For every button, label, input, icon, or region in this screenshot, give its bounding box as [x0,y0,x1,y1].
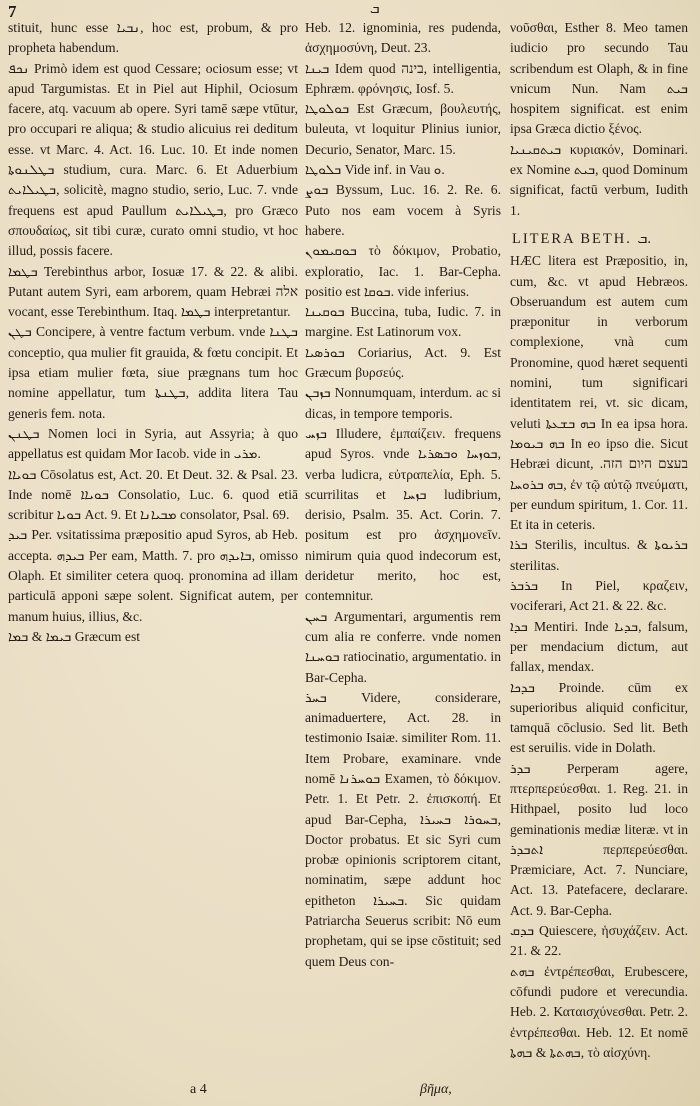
entry: ܒܗܬ ἐντρέπεσθαι, Erubescere, cōfundi pudore et verecundia. Heb. 2. Καταισχύνεσθαι. Petr. 2. ἐντρέπεσθαι. Heb. 12. Et nomē ܒܗܬܬܐ & ܒܗܬܐ, τὸ αἰσχύνη. [510,963,688,1060]
entry: ܒܝܡܐ & ܒܡܐ Græcum est [8,628,141,644]
entry: ܒܛܡܐ Terebinthus arbor, Iosuæ 17. & 22. & alibi. Putant autem Syri, eam arborem, quam Hebræi אלה vocant, esse Terebinthum. Itaq. ܒܛܡܐ interpretantur. [8,263,298,320]
entry: ܒܚܢ Argumentari, argumentis rem cum alia re conferre. vnde nomen ܒܘܚܢܐ ratiocinatio, argumentatio. in Bar-Cepha. [305,608,501,685]
entry: Heb. 12. ignominia, res pudenda, ἀσχημοσύνη, Deut. 23. [305,20,501,56]
page-number: 7 [8,2,17,21]
entry: ܒܝܢܐ Idem quod בינה, intelligentia, Ephræm. φρόνησις, Iosf. 5. [305,60,501,96]
entry: ܒܛܢ Concipere, à ventre factum verbum. vnde ܒܛܢܐ conceptio, qua mulier fit grauida, & fœtu concipit. Et ipsa etiam mulier fœta, siue prægnans tum hoc nomine appellatur, tum ܒܛܢܬܐ, addita litera Tau generis fem. nota. [8,324,298,421]
entry: HÆC litera est Præpositio, in, cum, &c. vt apud Hebræos. Obseruandum est autem cum præponitur in verborum complexione, vnà cum Pronomine, quod hæret sequenti nomini, tum significari identitatem rei, vt. sic dicam, veluti ܒܗ ܒܫܥܬܐ In ea ipsa hora. ܒܗ ܒܝܘܡܐ In eo ipso die. Sicut Hebræi dicunt, בעצם היום הזה. ܒܗ ܒܪܘܚܐ, ἐν τῷ αὐτῷ πνεύματι, per eundum spiritum, 1. Cor. 11. Et ita in ceteris. [510,253,689,533]
section-heading: LITERA BETH. ܒ. [512,230,651,247]
signature-mark: a 4 [190,1082,207,1097]
entry: ܢܟܦ Primò idem est quod Cessare; ociosum esse; vt apud Targumistas. Et in Piel aut Hiphil, Ociosum facere, atq. vacuum ab opere. Syri tamē sæpe vtūtur, pro occupari re aliqua; & studio alicuius rei deditum esse. vt Marc. 4. Act. 16. Luc. 10. Et inde nomen ܒܛܠܢܘܬܐ studium, cura. Marc. 6. Et Aduerbium ܒܛܝܠܐܝܬ, solicitè, magno studio, serio, Luc. 7. vnde frequens est apud Paullum ܒܛܝܠܐܝܬ, pro Græco σπουδαίως, sit tibi curæ, curato omni studio, vt hoc illud, possis facere. [8,60,298,259]
entry: ܒܘܠܘܛܐ Est Græcum, βουλευτής, buleuta, vt loquitur Plinius iunior, Decurio, Senator, Marc. 15. [305,101,501,157]
entry: ܒܝܕ Per. vsitatissima præpositio apud Syros, ab Heb. accepta. ܒܝܕܗ Per eam, Matth. 7. pro ܒܐܝܕܗ, omisso Olaph. Et similiter cetera quoq. pronomina ad illam particulā apponi sæpe solent. Significat autem, per manum huius, illius, &c. [8,527,298,624]
entry: ܒܘܝܐܐ Cōsolatus est, Act. 20. Et Deut. 32. & Psal. 23. Inde nomē ܒܘܝܐܐ Consolatio, Luc. 6. quod etiā scribitur ܒܘܝܐ Act. 9. Et ܡܒܝܐܢܐ consolator, Psal. 69. [8,466,299,523]
entry: ܒܙܒܢ Nonnumquam, interdum. ac si dicas, in tempore temporis. [305,385,501,421]
entry: ܒܘܪܣܝܐ Coriarius, Act. 9. Est Græcum βυρσεύς. [305,344,501,381]
entry: ܒܪܒܪ In Piel, κραζειν, vociferari, Act 21. & 22. &c. [510,578,688,614]
entry: ܒܛܢܢ Nomen loci in Syria, aut Assyria; à quo appellatus est quidam Mor Iacob. vide in ܡܪܝ. [8,425,298,462]
entry: ܒܝܬܩܝܢܝܐ κυριακόν, Dominari. ex Nomine ܒܝܬ, quod Dominum significat, factū verbum, Iudith 1. [510,141,688,218]
entry: ܒܕܪ Perperam agere, πτερπερεύεσθαι. 1. Reg. 21. in Hithpael, posito lud loco geminationis mediæ literæ. vt in ܐܬܒܕܪ περπερεύεσθαι. Præmiciare, Act. 7. Nunciare, Act. 13. Patefacere, declarare. Act. 9. Bar-Cepha. [510,760,688,918]
column-middle [305,18,501,972]
entry: ܒܘܩܝܢܐ Buccina, tuba, Iudic. 7. in margine. Est Latinorum vox. [305,304,501,340]
entry: ܒܚܪ Videre, considerare, animaduertere, Act. 28. in testimonio Isaiæ. similiter Rom. 11. Item Probare, examinare. vnde nomē ܒܘܚܪܢܐ Examen, τὸ δόκιμον. Petr. 1. Et Petr. 2. ἐπισκοπή. Et apud Bar-Cepha, ܒܚܘܪܐ ܒܚܝܪܐ, Doctor probatus. Et sic Syri cum probæ opinionis scriptorem citant, nominatim, sæpe addunt hoc epitheton ܒܚܝܪܐ. Sic quidam Patriarcha Seuerus scribit: Nō eum prophetam, qui se ipse cōstituit; sed quem Deus con- [305,689,501,969]
entry: ܒܘܩܝܡܘܢ τὸ δόκιμον, Probatio, exploratio, Iac. 1. Bar-Cepha. positio est ܒܘܩܐ. vide inferius. [305,243,501,299]
column-right [510,18,688,1063]
catchword: βῆμα, [420,1082,452,1097]
entry: ܒܠܘܛܐ Vide inf. in Vau ܘ. [305,162,445,178]
entry: ܒܕܩ Quiescere, ἡσυχάζειν. Act. 21. & 22. [510,923,688,959]
entry: ܒܙܚ Illudere, ἐμπαίζειν. frequens apud Syros. vnde ܒܘܙܚܐ ܘܒܣܪܝܐ, verba ludicra, εὐτραπελία, Eph. 5. scurrilitas et ܒܙܚܐ ludibrium, derisio, Psalm. 35. Act. Corin. 7. positum est pro ἀσχημονεῖν. nimirum quia quod indecorum est, deridetur merito, hoc est, contemnitur. [305,425,502,604]
column-left [8,18,298,647]
entry: ܒܕܐ Mentiri. Inde ܒܕܝܐ, falsum, per mendacium dictum, aut fallax, mendax. [510,618,688,675]
entry: νοῦσθαι, Esther 8. Meo tamen iudicio pro secundo Tau scribendum est Olaph, & in fine vnicum Nun. Nam ܒܝܬ hospitem significat. est enim ipsa Græca dictio ξένος. [510,20,688,137]
entry: ܒܪܐ Sterilis, incultus. & ܒܪܝܘܬܐ sterilitas. [510,537,688,573]
entry: ܒܘܨ Byssum, Luc. 16. 2. Re. 6. Puto nos eam vocem à Syris habere. [305,182,501,238]
entry: stituit, hunc esse ܢܒܝܐ, hoc est, probum, & pro propheta habendum. [8,20,299,56]
header-mark: ܒ [370,2,380,17]
entry: ܒܕܟܐ Proinde. cūm ex superioribus aliquid conficitur, tamquā cōclusio. Sed lit. Beth est seruilis. vide in Dolath. [510,679,688,756]
